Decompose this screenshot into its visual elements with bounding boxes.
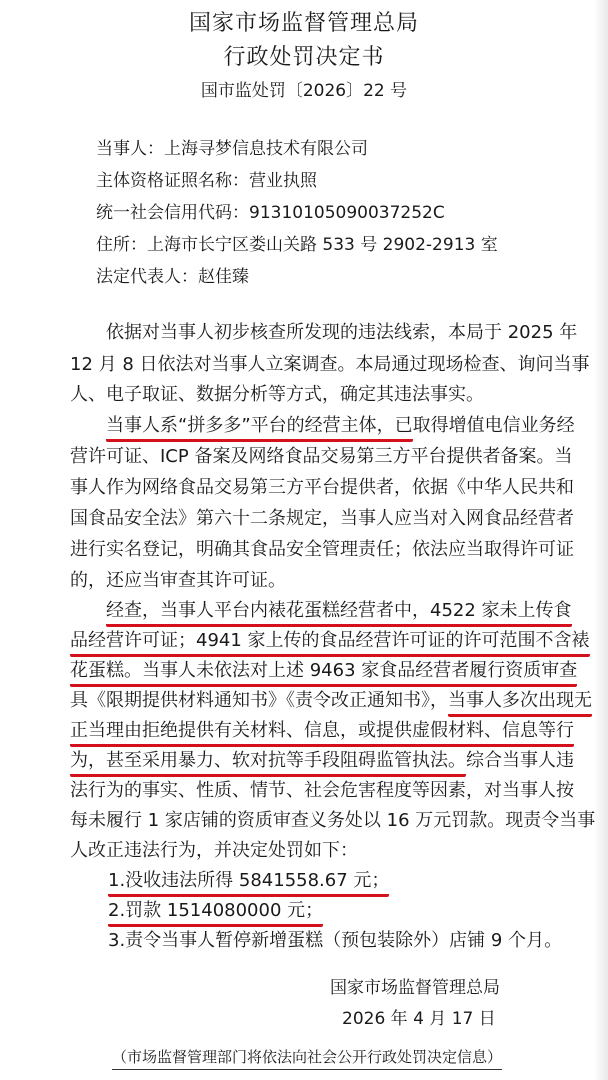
body-line [70,626,590,652]
body-line [70,806,596,832]
body-text: 法行为的事实、性质、情节、社会危害程度等因素，对当事人按 [70,780,574,801]
body-text: 事人作为网络食品交易第三方平台提供者，依据《中华人民共和 [70,477,574,498]
body-line [70,566,540,592]
body-line [70,746,574,772]
highlighted-text: 当事人多次出现无 [448,690,592,717]
body-text: 依据对当事人初步核查所发现的违法线索，本局于 2025 年 [106,322,578,343]
footer-note: （市场监督管理部门将依法向社会公开行政处罚决定信息） [112,1046,502,1070]
penalty-text: 3.责令当事人暂停新增蛋糕（预包装除外）店铺 9 个月。 [108,930,563,951]
body-line [106,318,578,344]
document-title-type: 行政处罚决定书 [223,45,385,70]
highlighted-text: 2.罚款 1514080000 元； [108,900,323,927]
body-line [70,442,573,468]
body-line [70,380,540,406]
party-credit-code: 统一社会信用代码：91310105090037252C [96,203,445,223]
body-line [70,776,574,802]
penalty-item [108,866,389,892]
body-text: 人、电子取证、数据分析等方式，确定其违法事实。 [70,384,484,405]
body-line [106,411,575,437]
party-name: 当事人：上海寻梦信息技术有限公司 [96,139,368,159]
signature-authority: 国家市场监督管理总局 [330,978,500,998]
highlighted-text: 为，甚至采用暴力、软对抗等手段阻碍监管执法。 [70,750,466,777]
body-line [70,535,574,561]
body-line [106,596,572,622]
body-line [70,686,592,712]
party-legal-representative: 法定代表人：赵佳臻 [96,267,249,287]
highlighted-text: 1.没收违法所得 5841558.67 元； [108,870,389,897]
party-address: 住所：上海市长宁区娄山关路 533 号 2902-2913 室 [96,235,498,255]
body-text: 取得增值电信业务经 [412,415,575,436]
body-line [70,350,590,376]
penalty-item [108,926,562,952]
document-title-authority: 国家市场监督管理总局 [188,11,419,36]
page-edge-shadow [594,0,608,1080]
highlighted-text: 花蛋糕。当事人未依法对上述 9463 家食品经营者履行资质审查 [70,660,577,687]
penalty-item [108,896,323,922]
body-text: 的，还应当审查其许可证。 [70,570,286,591]
body-text: 人改正违法行为，并决定处罚如下： [70,840,358,861]
highlighted-text: 正当理由拒绝提供有关材料、信息，或提供虚假材料、信息等行 [70,720,574,747]
document-number: 国市监处罚〔2026〕22 号 [200,81,408,101]
highlighted-text: 经查，当事人平台内裱花蛋糕经营者中，4522 家未上传食 [106,600,572,627]
body-text: 12 月 8 日依法对当事人立案调查。本局通过现场检查、询问当事 [70,354,590,375]
body-text: 每未履行 1 家店铺的资质审查义务处以 16 万元罚款。现责令当事 [70,810,596,831]
highlighted-text: 品经营许可证；4941 家上传的食品经营许可证的许可范围不含裱 [70,630,590,657]
body-line [70,836,540,862]
body-text: 进行实名登记，明确其食品安全管理责任；依法应当取得许可证 [70,539,574,560]
body-line [70,656,578,682]
body-line [70,473,574,499]
body-text: 综合当事人违 [466,750,574,771]
body-text: 国食品安全法》第六十二条规定，当事人应当对入网食品经营者 [70,508,574,529]
body-text: 营许可证、ICP 备案及网络食品交易第三方平台提供者备案。当 [70,446,573,467]
body-line [70,504,574,530]
body-line [70,716,574,742]
highlighted-text: 当事人系“拼多多”平台的经营主体，已 [106,415,413,442]
body-text: 具《限期提供材料通知书》《责令改正通知书》， [70,690,448,711]
signature-date: 2026 年 4 月 17 日 [342,1009,496,1029]
party-license-type: 主体资格证照名称：营业执照 [96,171,317,191]
